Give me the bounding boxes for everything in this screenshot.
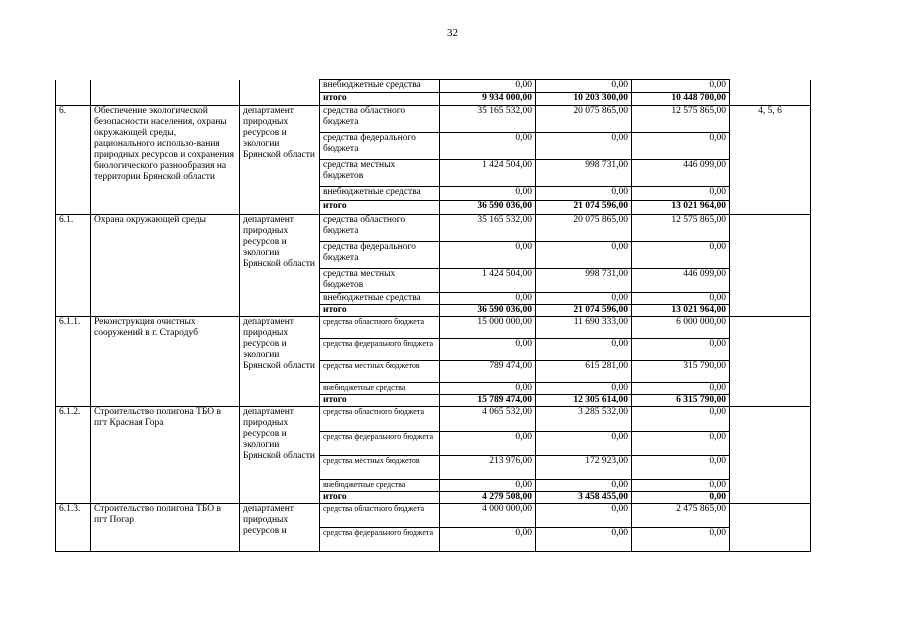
- amount-year-1: 1 424 504,00: [440, 160, 536, 187]
- item-goals: [730, 80, 811, 106]
- amount-year-2: 12 305 614,00: [536, 395, 632, 407]
- item-name: Реконструкция очистных сооружений в г. Стародуб: [91, 317, 240, 407]
- amount-year-1: 9 934 000,00: [440, 93, 536, 106]
- amount-year-3: 0,00: [632, 456, 730, 480]
- amount-year-3: 12 575 865,00: [632, 106, 730, 133]
- funding-source: итого: [320, 93, 440, 106]
- amount-year-3: 13 021 964,00: [632, 305, 730, 317]
- item-name: Строительство полигона ТБО в пгт Погар: [91, 504, 240, 552]
- amount-year-1: 0,00: [440, 480, 536, 492]
- amount-year-1: 35 165 532,00: [440, 106, 536, 133]
- funding-source: средства федерального бюджета: [320, 528, 440, 552]
- funding-source: итого: [320, 492, 440, 504]
- amount-year-2: 0,00: [536, 504, 632, 528]
- funding-source: средства областного бюджета: [320, 106, 440, 133]
- table-row: [56, 215, 811, 242]
- amount-year-1: 0,00: [440, 383, 536, 395]
- amount-year-1: 0,00: [440, 242, 536, 269]
- amount-year-1: 35 165 532,00: [440, 215, 536, 242]
- amount-year-2: 3 285 532,00: [536, 407, 632, 432]
- amount-year-2: 0,00: [536, 293, 632, 305]
- amount-year-3: 12 575 865,00: [632, 215, 730, 242]
- amount-year-3: 0,00: [632, 242, 730, 269]
- amount-year-2: 11 690 333,00: [536, 317, 632, 339]
- amount-year-2: 0,00: [536, 339, 632, 361]
- amount-year-3: 0,00: [632, 432, 730, 456]
- item-code: 6.1.1.: [56, 317, 91, 407]
- amount-year-2: 0,00: [536, 242, 632, 269]
- amount-year-1: 36 590 036,00: [440, 305, 536, 317]
- amount-year-3: 0,00: [632, 407, 730, 432]
- funding-source: внебюджетные средства: [320, 480, 440, 492]
- page-number: 32: [447, 27, 458, 39]
- amount-year-1: 0,00: [440, 293, 536, 305]
- item-name: Строительство полигона ТБО в пгт Красная Гора: [91, 407, 240, 504]
- funding-source: итого: [320, 305, 440, 317]
- table-row: [56, 504, 811, 528]
- amount-year-1: 789 474,00: [440, 361, 536, 383]
- amount-year-2: 0,00: [536, 528, 632, 552]
- amount-year-3: 446 099,00: [632, 269, 730, 293]
- funding-source: внебюджетные средства: [320, 383, 440, 395]
- amount-year-3: 6 000 000,00: [632, 317, 730, 339]
- table-row: [56, 80, 811, 93]
- amount-year-1: 0,00: [440, 187, 536, 201]
- item-goals: [730, 215, 811, 317]
- amount-year-1: 0,00: [440, 528, 536, 552]
- amount-year-3: 0,00: [632, 383, 730, 395]
- amount-year-2: 998 731,00: [536, 160, 632, 187]
- item-name: Обеспечение экологической безопасности населения, охраны окружающей среды, рационального использо-вания природных ресурсов и сохранения биологического разнообразия на территории Брянской области: [91, 106, 240, 215]
- funding-source: средства местных бюджетов: [320, 269, 440, 293]
- amount-year-3: 0,00: [632, 480, 730, 492]
- item-name: Охрана окружающей среды: [91, 215, 240, 317]
- amount-year-3: 10 448 700,00: [632, 93, 730, 106]
- amount-year-2: 21 074 596,00: [536, 305, 632, 317]
- item-code: 6.: [56, 106, 91, 215]
- budget-table: [55, 79, 811, 552]
- funding-source: внебюджетные средства: [320, 80, 440, 93]
- item-department: департамент природных ресурсов и экологии Брянской области: [240, 215, 320, 317]
- funding-source: средства федерального бюджета: [320, 339, 440, 361]
- amount-year-3: 0,00: [632, 492, 730, 504]
- amount-year-2: 20 075 865,00: [536, 106, 632, 133]
- funding-source: средства местных бюджетов: [320, 361, 440, 383]
- item-department: департамент природных ресурсов и: [240, 504, 320, 552]
- item-code: [56, 80, 91, 106]
- amount-year-1: 0,00: [440, 432, 536, 456]
- amount-year-2: 10 203 300,00: [536, 93, 632, 106]
- item-goals: 4, 5, 6: [730, 106, 811, 215]
- amount-year-3: 0,00: [632, 339, 730, 361]
- amount-year-3: 2 475 865,00: [632, 504, 730, 528]
- amount-year-2: 0,00: [536, 432, 632, 456]
- amount-year-1: 1 424 504,00: [440, 269, 536, 293]
- amount-year-3: 0,00: [632, 80, 730, 93]
- item-name: [91, 80, 240, 106]
- amount-year-2: 0,00: [536, 480, 632, 492]
- item-code: 6.1.: [56, 215, 91, 317]
- amount-year-2: 998 731,00: [536, 269, 632, 293]
- table-row: [56, 407, 811, 432]
- funding-source: итого: [320, 201, 440, 215]
- amount-year-3: 6 315 790,00: [632, 395, 730, 407]
- amount-year-3: 446 099,00: [632, 160, 730, 187]
- item-goals: [730, 407, 811, 504]
- table-row: [56, 317, 811, 339]
- amount-year-2: 3 458 455,00: [536, 492, 632, 504]
- amount-year-3: 0,00: [632, 133, 730, 160]
- amount-year-3: 0,00: [632, 293, 730, 305]
- funding-source: итого: [320, 395, 440, 407]
- amount-year-1: 0,00: [440, 339, 536, 361]
- funding-source: средства областного бюджета: [320, 504, 440, 528]
- funding-source: внебюджетные средства: [320, 187, 440, 201]
- item-code: 6.1.2.: [56, 407, 91, 504]
- funding-source: средства областного бюджета: [320, 407, 440, 432]
- amount-year-1: 213 976,00: [440, 456, 536, 480]
- amount-year-2: 21 074 596,00: [536, 201, 632, 215]
- amount-year-1: 4 065 532,00: [440, 407, 536, 432]
- budget-table-body: [56, 80, 811, 552]
- item-code: 6.1.3.: [56, 504, 91, 552]
- amount-year-2: 0,00: [536, 133, 632, 160]
- amount-year-1: 4 000 000,00: [440, 504, 536, 528]
- item-department: [240, 80, 320, 106]
- funding-source: средства областного бюджета: [320, 215, 440, 242]
- amount-year-2: 615 281,00: [536, 361, 632, 383]
- funding-source: средства местных бюджетов: [320, 160, 440, 187]
- item-department: департамент природных ресурсов и экологии Брянской области: [240, 106, 320, 215]
- funding-source: средства федерального бюджета: [320, 133, 440, 160]
- amount-year-2: 0,00: [536, 383, 632, 395]
- item-department: департамент природных ресурсов и экологии Брянской области: [240, 407, 320, 504]
- amount-year-1: 0,00: [440, 133, 536, 160]
- amount-year-3: 13 021 964,00: [632, 201, 730, 215]
- funding-source: средства федерального бюджета: [320, 242, 440, 269]
- amount-year-2: 172 923,00: [536, 456, 632, 480]
- table-row: [56, 106, 811, 133]
- amount-year-3: 0,00: [632, 528, 730, 552]
- item-department: департамент природных ресурсов и экологии Брянской области: [240, 317, 320, 407]
- funding-source: внебюджетные средства: [320, 293, 440, 305]
- amount-year-3: 0,00: [632, 187, 730, 201]
- amount-year-1: 0,00: [440, 80, 536, 93]
- amount-year-3: 315 790,00: [632, 361, 730, 383]
- amount-year-1: 15 789 474,00: [440, 395, 536, 407]
- item-goals: [730, 504, 811, 552]
- funding-source: средства областного бюджета: [320, 317, 440, 339]
- funding-source: средства местных бюджетов: [320, 456, 440, 480]
- item-goals: [730, 317, 811, 407]
- amount-year-2: 20 075 865,00: [536, 215, 632, 242]
- amount-year-1: 15 000 000,00: [440, 317, 536, 339]
- amount-year-1: 36 590 036,00: [440, 201, 536, 215]
- amount-year-1: 4 279 508,00: [440, 492, 536, 504]
- amount-year-2: 0,00: [536, 80, 632, 93]
- amount-year-2: 0,00: [536, 187, 632, 201]
- funding-source: средства федерального бюджета: [320, 432, 440, 456]
